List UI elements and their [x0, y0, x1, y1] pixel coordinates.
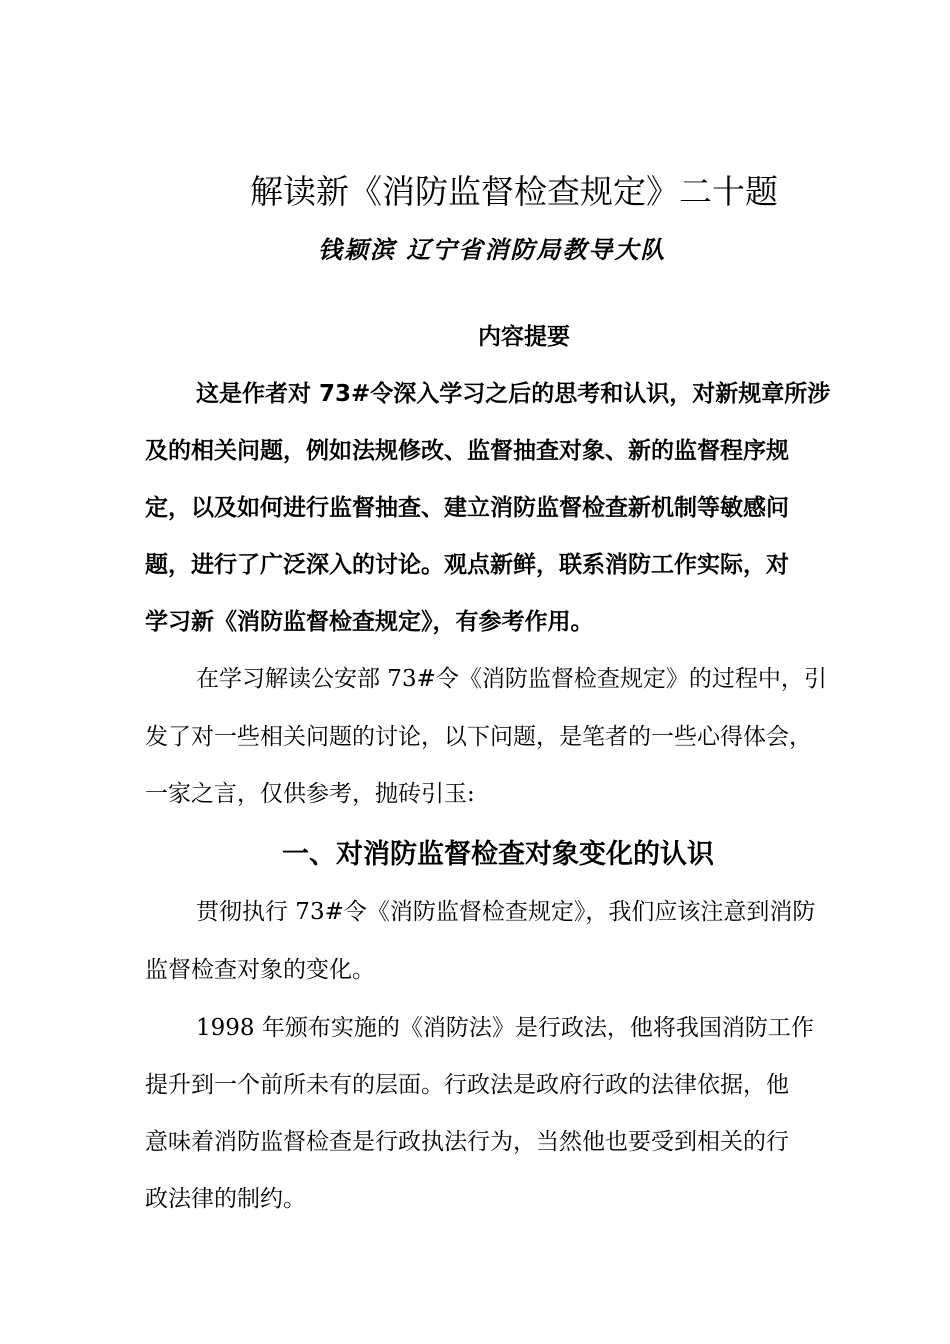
- abstract-line: 题，进行了广泛深入的讨论。观点新鲜，联系消防工作实际，对: [145, 552, 789, 578]
- paragraph-line: 意味着消防监督检查是行政执法行为，当然他也要受到相关的行: [145, 1129, 789, 1155]
- paragraph-line: 1998 年颁布实施的《消防法》是行政法，他将我国消防工作: [196, 1015, 814, 1041]
- intro-line: 在学习解读公安部 73#令《消防监督检查规定》的过程中，引: [196, 666, 827, 692]
- section-heading: 一、对消防监督检查对象变化的认识: [282, 839, 714, 870]
- author-line: 钱颖滨 辽宁省消防局教导大队: [318, 235, 667, 264]
- intro-line: 发了对一些相关问题的讨论，以下问题，是笔者的一些心得体会，: [145, 724, 812, 750]
- paragraph-line: 政法律的制约。: [145, 1186, 306, 1212]
- paragraph-line: 提升到一个前所未有的层面。行政法是政府行政的法律依据，他: [145, 1072, 789, 1098]
- intro-line: 一家之言，仅供参考，抛砖引玉:: [145, 781, 475, 807]
- abstract-line: 学习新《消防监督检查规定》，有参考作用。: [145, 609, 594, 635]
- abstract-line: 定，以及如何进行监督抽查、建立消防监督检查新机制等敏感问: [145, 495, 789, 521]
- abstract-heading: 内容提要: [478, 324, 570, 350]
- paragraph-line: 贯彻执行 73#令《消防监督检查规定》，我们应该注意到消防: [196, 899, 816, 925]
- paragraph-line: 监督检查对象的变化。: [145, 957, 375, 983]
- abstract-line: 这是作者对 73#令深入学习之后的思考和认识，对新规章所涉: [196, 381, 831, 407]
- document-title: 解读新《消防监督检查规定》二十题: [250, 172, 778, 211]
- abstract-line: 及的相关问题，例如法规修改、监督抽查对象、新的监督程序规: [145, 438, 789, 464]
